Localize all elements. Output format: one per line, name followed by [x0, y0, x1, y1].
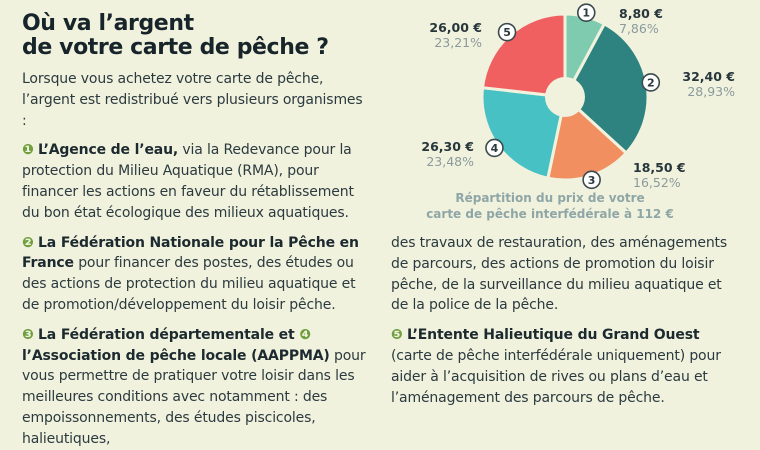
chart-caption-line-1: Répartition du prix de votre [455, 191, 645, 205]
slice-2-percent: 28,93% [687, 84, 735, 99]
slice-3-amount: 18,50 € [633, 160, 686, 175]
title-line-1: Où va l’argent [22, 11, 194, 36]
slice-4-amount: 26,30 € [421, 139, 474, 154]
chart-caption-line-2: carte de pêche interfédérale à 112 € [426, 207, 674, 221]
item-1-text: via la Redevance pour la protection du Milieu Aquatique (RMA), pour financer les actions en faveur du rétablissement du bon état écologique des milieux aquatiques. [22, 142, 354, 221]
slice-5-percent: 23,21% [434, 35, 482, 50]
slice-5-amount: 26,00 € [429, 20, 482, 35]
item-5-text: (carte de pêche interfédérale uniquement) pour aider à l’acquisition de rives ou plans d’eau et l’aménagement des parcours de pêche. [391, 347, 721, 406]
chart-caption [420, 190, 680, 222]
slice-2-label [655, 69, 735, 99]
pie-center-hole [545, 77, 585, 117]
item-1-name: L’Agence de l’eau, [38, 142, 179, 159]
slice-5-label [412, 20, 482, 50]
number-4-icon: ❹ [299, 326, 311, 343]
item-3-continuation: des travaux de restauration, des aménagements de parcours, des actions de promotion du loisir pêche, de la surveillance du milieu aquatique et de la police de la pêche. [391, 235, 728, 314]
item-5-name: L’Entente Halieutique du Grand Ouest [407, 327, 700, 344]
item-2-text: pour financer des postes, des études ou des actions de protection du milieu aquatique et de promotion/développement du loisir pêche. [22, 255, 356, 313]
number-1-icon: ❶ [22, 142, 34, 159]
slice-1-badge [578, 4, 595, 21]
number-3-icon: ❸ [22, 326, 34, 343]
intro-text: Lorsque vous achetez votre carte de pêche, l’argent est redistribué vers plusieurs organismes : [22, 71, 363, 129]
number-2-icon: ❷ [22, 234, 34, 251]
slice-3-badge [583, 171, 600, 188]
slice-3-label [633, 160, 686, 190]
slice-5-badge [499, 24, 516, 41]
slice-1-percent: 7,86% [619, 21, 659, 36]
title-line-2: de votre carte de pêche ? [22, 35, 329, 60]
slice-3-percent: 16,52% [633, 175, 681, 190]
slice-3-badge-number: 3 [587, 173, 596, 187]
slice-4-percent: 23,48% [426, 154, 474, 169]
slice-2-badge-number: 2 [646, 76, 655, 90]
slice-2-amount: 32,40 € [682, 69, 735, 84]
slice-4-badge-number: 4 [490, 141, 499, 155]
slice-1-badge-number: 1 [582, 6, 591, 20]
slice-4-badge [486, 139, 503, 156]
number-5-icon: ❺ [391, 327, 403, 344]
slice-1-amount: 8,80 € [619, 6, 663, 21]
slice-1-label [619, 6, 663, 36]
slice-4-label [396, 139, 474, 169]
item-4-name: l’Association de pêche locale (AAPPMA) [22, 347, 330, 364]
item-3-name: La Fédération départementale et [38, 326, 300, 343]
item-2-name: La Fédération Nationale pour la Pêche en France [22, 234, 359, 272]
item-3-text: pour vous permettre de pratiquer votre loisir dans les meilleures conditions avec notamment : des empoissonnements, des études piscicoles, halieutiques, [22, 347, 366, 447]
slice-5-badge-number: 5 [503, 26, 511, 40]
